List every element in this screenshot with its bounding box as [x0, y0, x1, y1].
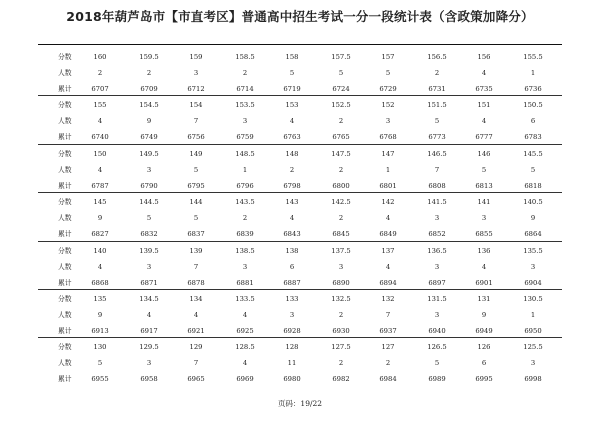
table-cell: 140	[93, 246, 107, 255]
cumulative-row	[38, 179, 562, 193]
table-cell: 6787	[91, 181, 109, 190]
table-cell: 4	[289, 117, 295, 126]
table-cell: 5	[97, 359, 103, 368]
row-label: 分数	[58, 198, 72, 207]
table-cell: 6928	[283, 326, 301, 335]
table-cell: 6709	[140, 85, 158, 93]
table-cell: 138.5	[235, 246, 255, 255]
table-cell: 6878	[187, 278, 205, 287]
score-row	[38, 98, 562, 112]
table-cell: 4	[193, 310, 199, 319]
table-cell: 6897	[428, 278, 446, 287]
table-cell: 134	[189, 294, 203, 303]
table-cell: 1	[242, 165, 248, 174]
table-cell: 6801	[379, 181, 397, 190]
table-cell: 6989	[428, 375, 446, 384]
table-cell: 6871	[140, 278, 158, 287]
table-cell: 126	[477, 343, 491, 352]
table-cell: 6901	[475, 278, 493, 287]
table-cell: 138	[285, 246, 299, 255]
row-label: 累计	[58, 278, 72, 287]
table-cell: 4	[146, 310, 152, 319]
table-cell: 4	[242, 310, 248, 319]
table-cell: 2	[338, 165, 344, 174]
table-cell: 155.5	[523, 53, 543, 61]
table-cell: 3	[434, 262, 440, 271]
table-cell: 6849	[379, 230, 397, 239]
table-cell: 6894	[379, 278, 397, 287]
table-cell: 11	[287, 359, 297, 368]
table-cell: 160	[93, 53, 107, 61]
count-row	[38, 66, 562, 80]
row-label: 人数	[58, 165, 72, 174]
table-cell: 4	[385, 214, 391, 223]
table-cell: 2	[338, 117, 344, 126]
table-cell: 4	[481, 117, 487, 126]
score-row	[38, 50, 562, 64]
count-row	[38, 356, 562, 370]
table-cell: 6795	[187, 181, 205, 190]
table-cell: 3	[434, 310, 440, 319]
table-cell: 4	[481, 69, 487, 77]
table-cell: 6783	[524, 133, 542, 142]
row-label: 人数	[58, 69, 72, 77]
table-cell: 146	[477, 149, 491, 158]
table-cell: 139	[189, 246, 203, 255]
table-cell: 142.5	[331, 198, 351, 207]
table-cell: 5	[434, 359, 440, 368]
row-label: 分数	[58, 149, 72, 158]
table-cell: 151	[477, 101, 491, 110]
score-row	[38, 292, 562, 306]
table-cell: 9	[97, 310, 103, 319]
table-cell: 4	[289, 214, 295, 223]
table-cell: 141	[477, 198, 491, 207]
table-cell: 6904	[524, 278, 542, 287]
table-cell: 9	[481, 310, 487, 319]
row-label: 累计	[58, 85, 72, 93]
table-cell: 3	[385, 117, 391, 126]
table-cell: 154	[189, 101, 203, 110]
row-label: 分数	[58, 246, 72, 255]
table-cell: 132.5	[331, 294, 351, 303]
table-cell: 153	[285, 101, 299, 110]
table-cell: 6958	[140, 375, 158, 384]
table-cell: 6712	[187, 85, 205, 93]
table-cell: 6768	[379, 133, 397, 142]
table-cell: 4	[97, 117, 103, 126]
table-cell: 6839	[236, 230, 254, 239]
page-title: 2018年葫芦岛市【市直考区】普通高中招生考试一分一段统计表（含政策加降分）	[66, 9, 534, 24]
table-cell: 6729	[379, 85, 397, 93]
table-cell: 130.5	[523, 294, 543, 303]
table-cell: 1	[385, 165, 391, 174]
table-cell: 156	[477, 53, 491, 61]
table-cell: 6864	[524, 230, 542, 239]
table-cell: 6735	[475, 85, 493, 93]
row-label: 累计	[58, 375, 72, 384]
table-cell: 2	[146, 69, 152, 77]
table-cell: 158	[285, 53, 299, 61]
table-cell: 126.5	[427, 343, 447, 352]
table-cell: 133.5	[235, 294, 255, 303]
table-cell: 140.5	[523, 198, 543, 207]
table-cell: 157	[381, 53, 395, 61]
table-block	[38, 145, 562, 193]
table-cell: 131	[477, 294, 491, 303]
table-cell: 6917	[140, 326, 158, 335]
table-cell: 141.5	[427, 198, 447, 207]
row-label: 累计	[58, 326, 72, 335]
table-cell: 6736	[524, 85, 542, 93]
table-cell: 3	[146, 165, 152, 174]
count-row	[38, 163, 562, 177]
score-row	[38, 340, 562, 354]
table-block	[38, 48, 562, 96]
table-cell: 150	[93, 149, 107, 158]
table-cell: 149	[189, 149, 203, 158]
table-cell: 6765	[332, 133, 350, 142]
table-cell: 6937	[379, 326, 397, 335]
row-label: 累计	[58, 181, 72, 190]
table-cell: 6950	[524, 326, 542, 335]
table-cell: 2	[338, 310, 344, 319]
table-cell: 143.5	[235, 198, 255, 207]
table-cell: 3	[193, 69, 199, 77]
table-cell: 135.5	[523, 246, 543, 255]
table-cell: 132	[381, 294, 395, 303]
table-cell: 6724	[332, 85, 350, 93]
count-row	[38, 114, 562, 128]
table-cell: 130	[93, 343, 107, 352]
table-cell: 9	[97, 214, 103, 223]
table-cell: 6763	[283, 133, 301, 142]
table-block	[38, 96, 562, 144]
table-block	[38, 290, 562, 338]
table-cell: 6714	[236, 85, 254, 93]
score-row	[38, 147, 562, 161]
table-cell: 6955	[91, 375, 109, 384]
table-cell: 6749	[140, 133, 158, 142]
table-cell: 6949	[475, 326, 493, 335]
table-cell: 143	[285, 198, 299, 207]
table-cell: 133	[285, 294, 299, 303]
table-cell: 2	[97, 69, 103, 77]
row-label: 分数	[58, 343, 72, 352]
table-cell: 6731	[428, 85, 446, 93]
table-cell: 127.5	[331, 343, 351, 352]
table-cell: 137	[381, 246, 395, 255]
table-cell: 152.5	[331, 101, 351, 110]
table-cell: 2	[242, 69, 248, 77]
table-cell: 6813	[475, 181, 493, 190]
table-cell: 6940	[428, 326, 446, 335]
table-cell: 3	[530, 359, 536, 368]
table-cell: 5	[434, 117, 440, 126]
table-cell: 152	[381, 101, 395, 110]
cumulative-row	[38, 324, 562, 338]
table-cell: 6995	[475, 375, 493, 384]
score-row	[38, 195, 562, 209]
table-cell: 6796	[236, 181, 254, 190]
cumulative-row	[38, 227, 562, 241]
table-cell: 6798	[283, 181, 301, 190]
page-number: 页码：19/22	[277, 399, 323, 408]
table-cell: 6852	[428, 230, 446, 239]
table-cell: 7	[193, 359, 199, 368]
table-cell: 6827	[91, 230, 109, 239]
table-cell: 5	[193, 165, 199, 174]
table-cell: 6756	[187, 133, 205, 142]
table-cell: 6719	[283, 85, 301, 93]
table-cell: 145.5	[523, 149, 543, 158]
table-cell: 2	[338, 214, 344, 223]
table-cell: 9	[530, 214, 536, 223]
table-cell: 128	[285, 343, 299, 352]
table-cell: 129	[189, 343, 203, 352]
row-label: 人数	[58, 359, 72, 368]
table-cell: 6808	[428, 181, 446, 190]
table-cell: 6890	[332, 278, 350, 287]
row-label: 分数	[58, 53, 72, 61]
table-cell: 5	[481, 165, 487, 174]
table-cell: 3	[530, 262, 536, 271]
table-cell: 5	[385, 69, 391, 77]
table-cell: 4	[385, 262, 391, 271]
table-cell: 7	[193, 262, 199, 271]
table-cell: 4	[97, 262, 103, 271]
table-cell: 128.5	[235, 343, 255, 352]
table-cell: 2	[338, 359, 344, 368]
table-cell: 6800	[332, 181, 350, 190]
table-cell: 125.5	[523, 343, 543, 352]
table-cell: 2	[434, 69, 440, 77]
table-cell: 154.5	[139, 101, 159, 110]
table-cell: 134.5	[139, 294, 159, 303]
table-cell: 146.5	[427, 149, 447, 158]
table-cell: 151.5	[427, 101, 447, 110]
table-cell: 1	[530, 310, 536, 319]
count-row	[38, 211, 562, 225]
table-cell: 6982	[332, 375, 350, 384]
table-cell: 147	[381, 149, 395, 158]
table-cell: 159	[189, 53, 203, 61]
table-cell: 137.5	[331, 246, 351, 255]
table-cell: 2	[385, 359, 391, 368]
table-cell: 135	[93, 294, 107, 303]
table-cell: 6	[289, 262, 295, 271]
table-cell: 127	[381, 343, 395, 352]
table-cell: 157.5	[331, 53, 351, 61]
table-cell: 159.5	[139, 53, 159, 61]
table-block	[38, 242, 562, 290]
table-cell: 4	[97, 165, 103, 174]
table-block	[38, 338, 562, 386]
table-cell: 6707	[91, 85, 109, 93]
table-cell: 6777	[475, 133, 493, 142]
row-label: 人数	[58, 117, 72, 126]
table-cell: 7	[193, 117, 199, 126]
row-label: 人数	[58, 310, 72, 319]
table-cell: 6855	[475, 230, 493, 239]
cumulative-row	[38, 276, 562, 290]
table-cell: 3	[481, 214, 487, 223]
table-cell: 3	[146, 262, 152, 271]
table-cell: 158.5	[235, 53, 255, 61]
table-cell: 2	[242, 214, 248, 223]
count-row	[38, 260, 562, 274]
title-rule	[38, 44, 562, 45]
table-cell: 144.5	[139, 198, 159, 207]
table-cell: 6965	[187, 375, 205, 384]
table-cell: 6832	[140, 230, 158, 239]
table-cell: 6845	[332, 230, 350, 239]
table-cell: 6881	[236, 278, 254, 287]
table-cell: 4	[242, 359, 248, 368]
table-cell: 6969	[236, 375, 254, 384]
table-cell: 147.5	[331, 149, 351, 158]
table-cell: 4	[481, 262, 487, 271]
table-cell: 136.5	[427, 246, 447, 255]
table-cell: 156.5	[427, 53, 447, 61]
row-label: 分数	[58, 294, 72, 303]
score-table	[38, 48, 562, 387]
table-cell: 2	[289, 165, 295, 174]
table-cell: 6837	[187, 230, 205, 239]
table-cell: 6980	[283, 375, 301, 384]
table-cell: 136	[477, 246, 491, 255]
table-cell: 6773	[428, 133, 446, 142]
table-cell: 5	[338, 69, 344, 77]
table-cell: 7	[434, 165, 440, 174]
table-cell: 6759	[236, 133, 254, 142]
table-cell: 145	[93, 198, 107, 207]
table-cell: 6921	[187, 326, 205, 335]
cumulative-row	[38, 372, 562, 386]
table-cell: 1	[530, 69, 536, 77]
cumulative-row	[38, 130, 562, 144]
table-cell: 6	[530, 117, 536, 126]
table-cell: 153.5	[235, 101, 255, 110]
table-block	[38, 193, 562, 241]
table-cell: 3	[242, 262, 248, 271]
row-label: 分数	[58, 101, 72, 110]
table-cell: 6740	[91, 133, 109, 142]
table-cell: 129.5	[139, 343, 159, 352]
table-cell: 6790	[140, 181, 158, 190]
table-cell: 3	[289, 310, 295, 319]
table-cell: 6925	[236, 326, 254, 335]
table-cell: 9	[146, 117, 152, 126]
count-row	[38, 308, 562, 322]
row-label: 累计	[58, 230, 72, 239]
table-cell: 5	[146, 214, 152, 223]
cumulative-row	[38, 82, 562, 96]
table-cell: 5	[289, 69, 295, 77]
table-cell: 148.5	[235, 149, 255, 158]
table-cell: 6818	[524, 181, 542, 190]
table-cell: 6984	[379, 375, 397, 384]
table-cell: 131.5	[427, 294, 447, 303]
table-cell: 5	[530, 165, 536, 174]
table-cell: 155	[93, 101, 107, 110]
table-cell: 7	[385, 310, 391, 319]
table-cell: 3	[338, 262, 344, 271]
row-label: 人数	[58, 214, 72, 223]
row-label: 人数	[58, 262, 72, 271]
table-cell: 6	[481, 359, 487, 368]
table-cell: 139.5	[139, 246, 159, 255]
table-cell: 3	[434, 214, 440, 223]
table-cell: 150.5	[523, 101, 543, 110]
table-cell: 6868	[91, 278, 109, 287]
score-row	[38, 244, 562, 258]
table-cell: 6843	[283, 230, 301, 239]
table-cell: 6913	[91, 326, 109, 335]
table-cell: 6998	[524, 375, 542, 384]
table-cell: 142	[381, 198, 395, 207]
table-cell: 6887	[283, 278, 301, 287]
table-cell: 3	[146, 359, 152, 368]
table-cell: 144	[189, 198, 203, 207]
table-cell: 149.5	[139, 149, 159, 158]
table-cell: 6930	[332, 326, 350, 335]
row-label: 累计	[58, 133, 72, 142]
table-cell: 148	[285, 149, 299, 158]
table-cell: 5	[193, 214, 199, 223]
table-cell: 3	[242, 117, 248, 126]
